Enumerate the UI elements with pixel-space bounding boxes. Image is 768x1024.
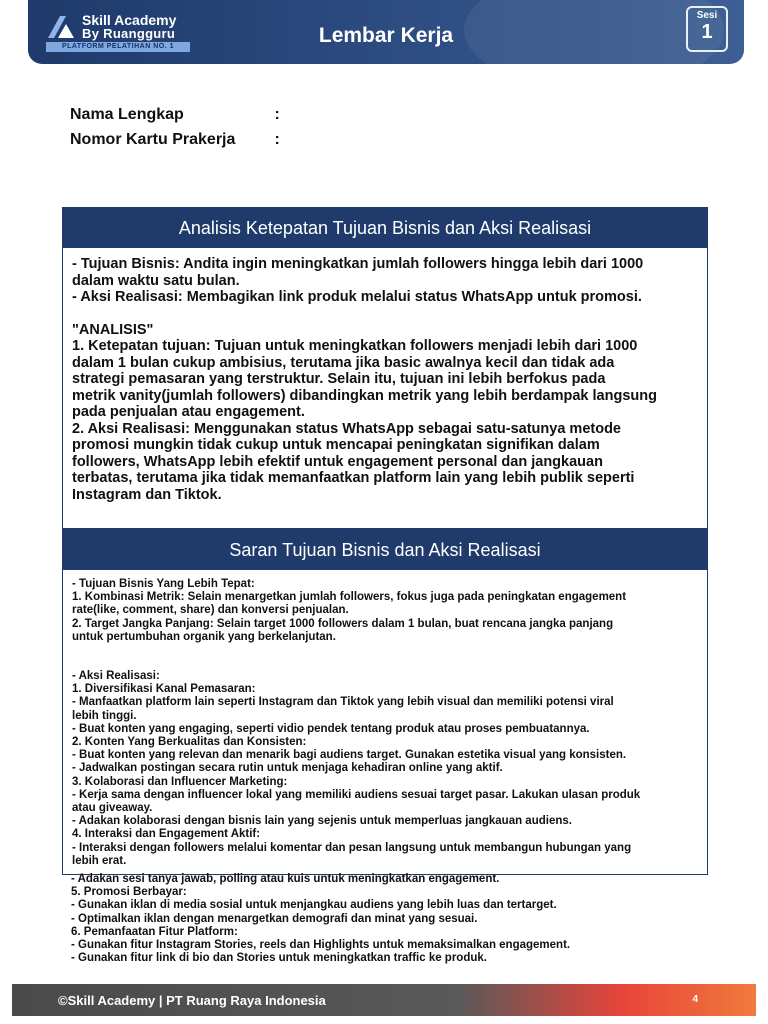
suggestion-text-line: - Aksi Realisasi: [72, 670, 160, 683]
page-header [28, 0, 744, 64]
analysis-text-line: followers, WhatsApp lebih efektif untuk engagement personal dan jangkauan [72, 453, 603, 470]
analysis-text-line: 1. Ketepatan tujuan: Tujuan untuk meningkatkan followers menjadi lebih dari 1000 [72, 338, 638, 354]
name-separator: : [274, 106, 280, 123]
session-label: Sesi [696, 10, 718, 21]
analysis-text-line: promosi mungkin tidak cukup untuk mencapai peningkatan signifikan dalam [72, 437, 600, 453]
suggestion-overflow-text [71, 873, 701, 965]
logo-tagline: PLATFORM PELATIHAN NO. 1 [46, 42, 190, 52]
suggestion-text-line: - Manfaatkan platform lain seperti Instagram dan Tiktok yang lebih visual dan memiliki potensi viral [72, 696, 614, 709]
footer-page-number: 4 [692, 994, 698, 1005]
analysis-text-line: "ANALISIS" [72, 321, 154, 338]
suggestion-text-line: 1. Diversifikasi Kanal Pemasaran: [72, 683, 256, 696]
name-field-row [70, 106, 280, 124]
logo-brand: Skill Academy [82, 12, 177, 28]
suggestion-text-line: - Kerja sama dengan influencer lokal yang memiliki audiens sesuai target pasar. Lakukan ulasan produk [72, 788, 641, 801]
suggestion-text-line: lebih erat. [72, 854, 127, 867]
analysis-section [62, 207, 708, 529]
analysis-text-line: Instagram dan Tiktok. [72, 486, 222, 503]
name-label: Nama Lengkap [70, 106, 184, 123]
logo-subbrand: By Ruangguru [82, 26, 176, 41]
suggestion-text-line: - Adakan kolaborasi dengan bisnis lain yang sejenis untuk memperluas jangkauan audiens. [72, 815, 572, 828]
card-label: Nomor Kartu Prakerja [70, 131, 236, 148]
suggestion-text-line: - Optimalkan iklan dengan menargetkan demografi dan minat yang sesuai. [71, 912, 478, 925]
suggestion-section-body [63, 570, 707, 876]
suggestion-text-line: 6. Pemanfaatan Fitur Platform: [71, 925, 238, 938]
session-badge [686, 6, 728, 52]
suggestion-text-line: lebih tinggi. [72, 709, 137, 722]
suggestion-text-line: - Gunakan fitur link di bio dan Stories untuk meningkatkan traffic ke produk. [71, 952, 487, 965]
card-separator: : [274, 131, 280, 148]
suggestion-text-line: untuk pertumbuhan organik yang berkelanjutan. [72, 630, 336, 643]
card-field-row [70, 131, 280, 149]
suggestion-text-line: rate(like, comment, share) dan konversi penjualan. [72, 604, 349, 617]
analysis-text-line: - Tujuan Bisnis: Andita ingin meningkatkan jumlah followers hingga lebih dari 1000 [72, 256, 644, 272]
suggestion-text-line: 4. Interaksi dan Engagement Aktif: [72, 828, 261, 841]
analysis-text-line: metrik vanity(jumlah followers) dibandingkan metrik yang lebih berdampak langsung [72, 387, 657, 404]
analysis-text-line: dalam 1 bulan cukup ambisius, terutama jika basic awalnya kecil dan tidak ada [72, 354, 615, 371]
suggestion-section [62, 529, 708, 875]
analysis-text-line: pada penjualan atau engagement. [72, 404, 305, 420]
page-title: Lembar Kerja [318, 24, 454, 47]
suggestion-section-title: Saran Tujuan Bisnis dan Aksi Realisasi [63, 530, 707, 570]
analysis-text-line: strategi pemasaran yang terstruktur. Selain itu, tujuan ini lebih berfokus pada [72, 371, 606, 387]
analysis-section-title: Analisis Ketepatan Tujuan Bisnis dan Aksi Realisasi [63, 208, 707, 248]
suggestion-text-line: - Gunakan iklan di media sosial untuk menjangkau audiens yang lebih luas dan tertarget. [71, 899, 557, 912]
analysis-section-body [63, 248, 707, 511]
suggestion-text-line: 5. Promosi Berbayar: [71, 886, 187, 899]
analysis-text-line: - Aksi Realisasi: Membagikan link produk melalui status WhatsApp untuk promosi. [72, 289, 642, 305]
suggestion-text-line: atau giveaway. [72, 802, 153, 815]
suggestion-text-line: - Jadwalkan postingan secara rutin untuk menjaga kehadiran online yang aktif. [72, 762, 503, 775]
suggestion-text-line: 2. Target Jangka Panjang: Selain target 1000 followers dalam 1 bulan, buat rencana jangka panjang [72, 617, 614, 630]
analysis-text-line: dalam waktu satu bulan. [72, 272, 240, 289]
analysis-text-line: terbatas, terutama jika tidak memanfaatkan platform lain yang lebih publik seperti [72, 470, 635, 486]
suggestion-text-line: - Gunakan fitur Instagram Stories, reels dan Highlights untuk memaksimalkan engagement. [71, 939, 571, 952]
suggestion-text-line: - Buat konten yang engaging, seperti vidio pendek tentang produk atau proses pembuatannya. [72, 722, 590, 735]
suggestion-text-line: 3. Kolaborasi dan Influencer Marketing: [72, 775, 288, 788]
suggestion-text-line: - Buat konten yang relevan dan menarik bagi audiens target. Gunakan estetika visual yang konsisten. [72, 749, 627, 762]
analysis-text-line: 2. Aksi Realisasi: Menggunakan status WhatsApp sebagai satu-satunya metode [72, 420, 621, 437]
footer-copyright: ©Skill Academy | PT Ruang Raya Indonesia [58, 993, 326, 1008]
suggestion-text-line: - Interaksi dengan followers melalui komentar dan pesan langsung untuk membangun hubungan yang [72, 841, 632, 854]
page-footer [12, 984, 756, 1016]
suggestion-text-line: - Adakan sesi tanya jawab, polling atau kuis untuk meningkatkan engagement. [71, 873, 500, 885]
suggestion-text-line: 2. Konten Yang Berkualitas dan Konsisten: [72, 736, 307, 749]
session-number: 1 [701, 21, 713, 43]
suggestion-text-line: - Tujuan Bisnis Yang Lebih Tepat: [72, 578, 255, 590]
suggestion-text-line: 1. Kombinasi Metrik: Selain menargetkan jumlah followers, fokus juga pada peningkatan engagement [72, 591, 627, 604]
